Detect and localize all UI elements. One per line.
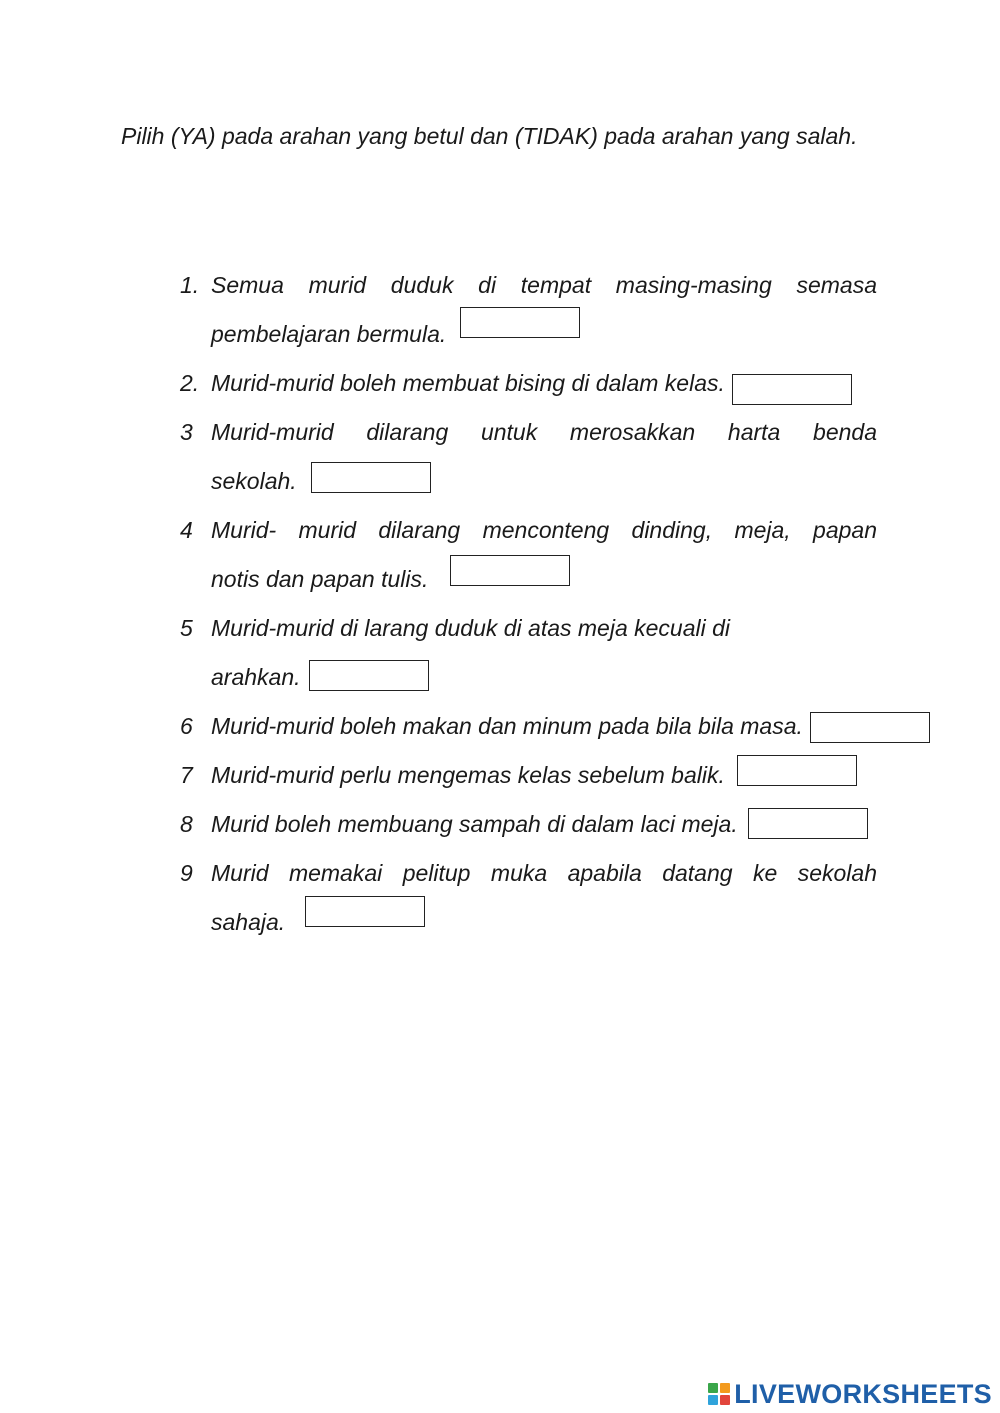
question-item-8 (180, 800, 980, 849)
question-number: 8 (180, 811, 193, 837)
question-number: 1. (180, 272, 200, 298)
question-text-line-last (211, 359, 980, 408)
question-number: 5 (180, 615, 193, 641)
question-list (180, 261, 980, 947)
question-item-4 (180, 506, 980, 604)
question-text-line: Semua murid duduk di tempat masing-masing semasa (211, 272, 877, 298)
instruction-text: Pilih (YA) pada arahan yang betul dan (TIDAK) pada arahan yang salah. (121, 123, 858, 149)
answer-box-7[interactable] (737, 755, 857, 786)
question-text: sekolah. (211, 468, 297, 494)
question-text-line-last (211, 800, 980, 849)
liveworksheets-logo-icon (708, 1383, 730, 1405)
question-text: pembelajaran bermula. (211, 321, 447, 347)
answer-box-3[interactable] (311, 462, 431, 493)
question-text: Murid-murid perlu mengemas kelas sebelum balik. (211, 762, 725, 788)
question-text-line: Murid-murid di larang duduk di atas meja kecuali di (211, 615, 731, 641)
question-text: sahaja. (211, 909, 286, 935)
question-text-line-last (211, 310, 980, 359)
answer-box-5[interactable] (309, 660, 429, 691)
question-number: 9 (180, 860, 193, 886)
question-number: 7 (180, 762, 193, 788)
question-text-line-last (211, 457, 980, 506)
question-text: Murid-murid boleh membuat bising di dalam kelas. (211, 370, 725, 396)
question-text: Murid-murid boleh makan dan minum pada bila bila masa. (211, 713, 803, 739)
question-number: 4 (180, 517, 193, 543)
question-item-9 (180, 849, 980, 947)
answer-box-1[interactable] (460, 307, 580, 338)
question-text-line-last (211, 653, 980, 702)
answer-box-2[interactable] (732, 374, 852, 405)
question-number: 6 (180, 713, 193, 739)
question-text: notis dan papan tulis. (211, 566, 429, 592)
question-text-line: Murid memakai pelitup muka apabila datang ke sekolah (211, 860, 877, 886)
question-number: 3 (180, 419, 193, 445)
answer-box-8[interactable] (748, 808, 868, 839)
question-item-3 (180, 408, 980, 506)
question-text-line-last (211, 751, 980, 800)
question-text: Murid boleh membuang sampah di dalam laci meja. (211, 811, 738, 837)
answer-box-4[interactable] (450, 555, 570, 586)
logo-text: LIVEWORKSHEETS (734, 1378, 992, 1409)
liveworksheets-logo (708, 1379, 992, 1409)
question-text-line-last (211, 702, 980, 751)
answer-box-9[interactable] (305, 896, 425, 927)
question-text-line: Murid- murid dilarang menconteng dinding, meja, papan (211, 517, 877, 543)
question-item-6 (180, 702, 980, 751)
question-number: 2. (180, 370, 200, 396)
answer-box-6[interactable] (810, 712, 930, 743)
question-text-line: Murid-murid dilarang untuk merosakkan harta benda (211, 419, 877, 445)
question-item-2 (180, 359, 980, 408)
question-text: arahkan. (211, 664, 301, 690)
question-item-5 (180, 604, 980, 702)
question-text-line-last (211, 555, 980, 604)
question-item-1 (180, 261, 980, 359)
question-item-7 (180, 751, 980, 800)
question-text-line-last (211, 898, 980, 947)
